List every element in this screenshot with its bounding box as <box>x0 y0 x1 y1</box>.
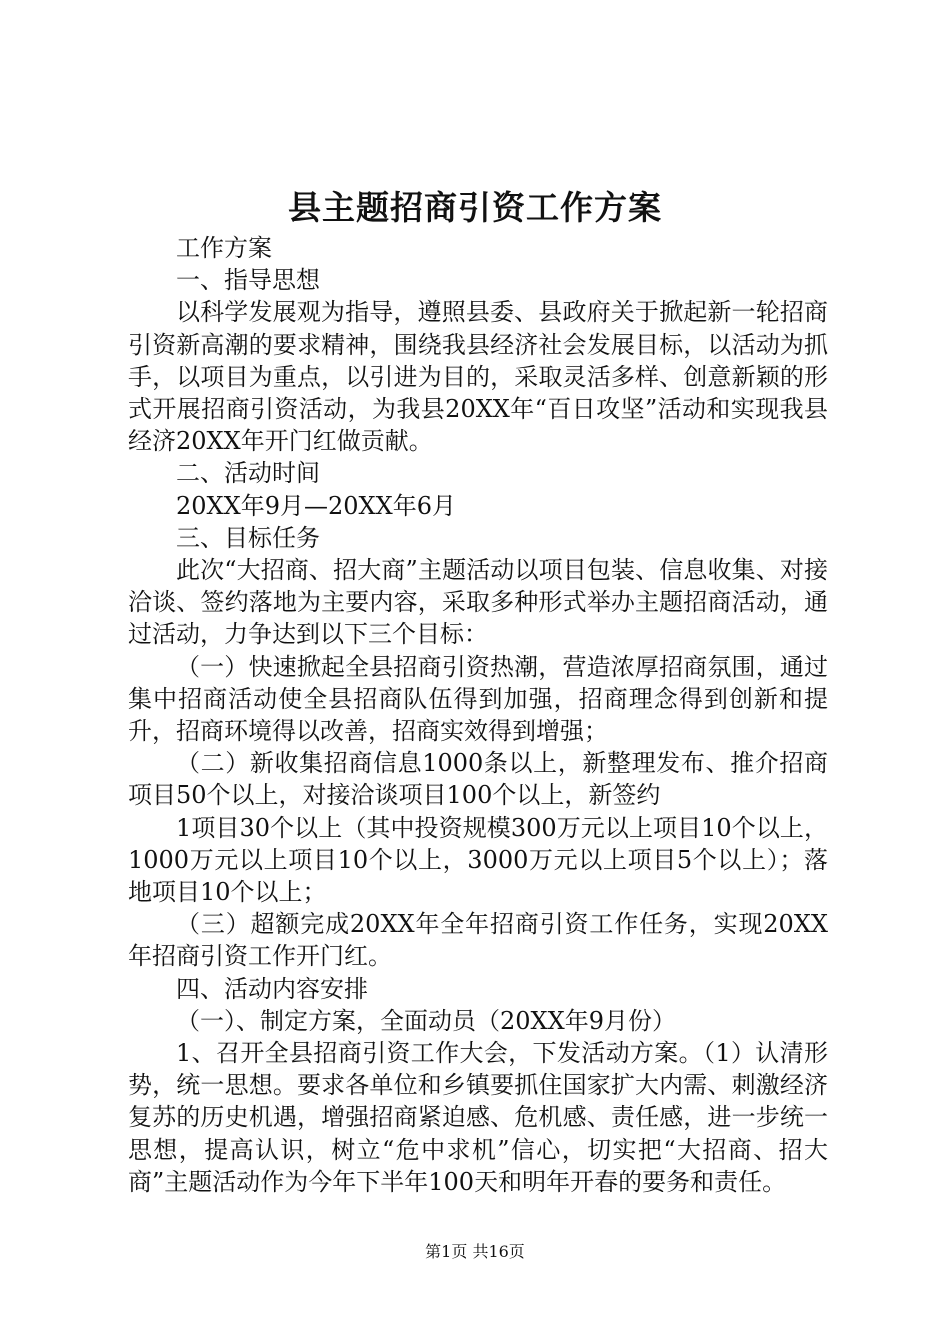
paragraph-target-2-cont: 1项目30个以上（其中投资规模300万元以上项目10个以上，1000万元以上项目10个以上，3000万元以上项目5个以上）；落地项目10个以上； <box>128 813 828 907</box>
paragraph-target-2: （二）新收集招商信息1000条以上，新整理发布、推介招商项目50个以上，对接洽谈项目100个以上，新签约 <box>128 749 828 810</box>
paragraph-mobilization: 1、召开全县招商引资工作大会，下发活动方案。（1）认清形势，统一思想。要求各单位和乡镇要抓住国家扩大内需、刺激经济复苏的历史机遇，增强招商紧迫感、危机感、责任感，进一步统一思想，提高认识，树立“危中求机”信心，切实把“大招商、招大商”主题活动作为今年下半年100天和明年开春的要务和责任。 <box>128 1039 828 1196</box>
paragraph-activity-time: 20XX年9月—20XX年6月 <box>176 491 456 520</box>
document-title: 县主题招商引资工作方案 <box>288 188 662 227</box>
paragraph-targets-intro: 此次“大招商、招大商”主题活动以项目包装、信息收集、对接洽谈、签约落地为主要内容，采取多种形式举办主题招商活动，通过活动，力争达到以下三个目标： <box>128 556 828 649</box>
paragraph-target-1: （一）快速掀起全县招商引资热潮，营造浓厚招商氛围，通过集中招商活动使全县招商队伍得到加强，招商理念得到创新和提升，招商环境得以改善，招商实效得到增强； <box>128 652 828 746</box>
page-footer: 第1页 共16页 <box>425 1242 525 1261</box>
section-heading-4: 四、活动内容安排 <box>176 974 368 1003</box>
section-heading-3: 三、目标任务 <box>176 523 320 552</box>
subsection-heading-1: （一）、制定方案，全面动员（20XX年9月份） <box>176 1006 676 1035</box>
document-body <box>128 232 828 1198</box>
section-heading-1: 一、指导思想 <box>176 266 320 295</box>
paragraph-guiding-thought: 以科学发展观为指导，遵照县委、县政府关于掀起新一轮招商引资新高潮的要求精神，围绕我县经济社会发展目标，以活动为抓手，以项目为重点，以引进为目的，采取灵活多样、创意新颖的形式开展招商引资活动，为我县20XX年“百日攻坚”活动和实现我县经济20XX年开门红做贡献。 <box>128 298 828 456</box>
paragraph-subtitle: 工作方案 <box>176 234 272 262</box>
paragraph-target-3: （三）超额完成20XX年全年招商引资工作任务，实现20XX年招商引资工作开门红。 <box>128 910 828 971</box>
section-heading-2: 二、活动时间 <box>176 459 320 488</box>
